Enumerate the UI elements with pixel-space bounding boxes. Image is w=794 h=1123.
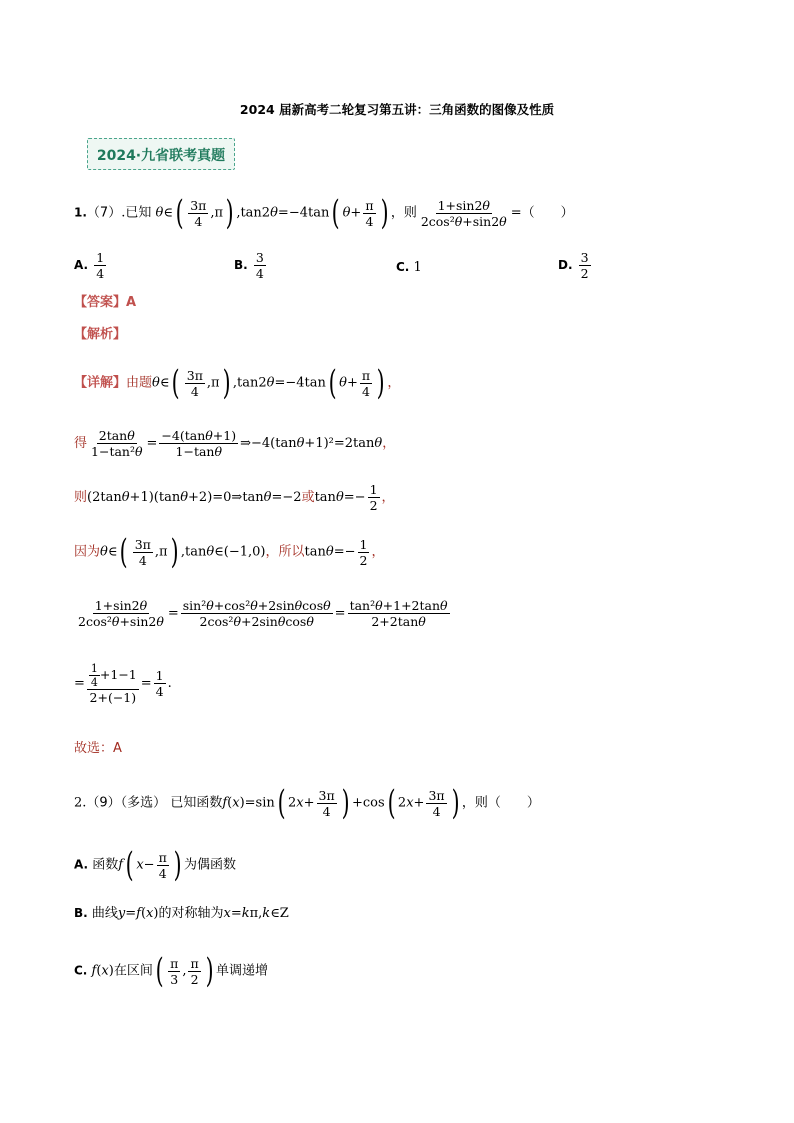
q1-step-ze: 则(2tanθ+1)(tanθ+2)=0⇒tanθ=−2或tanθ=− $\frac{1}{2}$ ， bbox=[74, 482, 395, 513]
q1-tag: （7） bbox=[86, 205, 122, 221]
q1-step-de: 得 $\frac{2\tan\theta}{\text{1−tan²θ}}$ = $\frac{-4(\tan\theta+1)}{1-\tan\theta}$ ⇒−4(tanθ+1)²=2tanθ， bbox=[74, 428, 396, 459]
q1-target-frac: $\frac{1+\sin 2\theta}{\text{2cos²θ+sin2θ}}$ bbox=[420, 197, 507, 229]
q1-option-b: B. $\frac{3}{4}$ bbox=[234, 250, 264, 281]
q1-number: 1. bbox=[74, 205, 87, 220]
q2-option-c: C. f(x)在区间( $\frac{\pi}{3}$ , $\frac{\pi}{2}$ ) 单调递增 bbox=[74, 951, 268, 991]
q1-step-fraction: $\frac{1+\sin 2\theta}{\text{2cos²θ+sin2θ}}$ = $\frac{\text{sin²θ+cos²θ+2sinθcosθ}}{\text{2cos²θ+2sinθcosθ}}$ = $\frac{\text{tan²θ+1+2tanθ}}{2+2\tan\theta}$ bbox=[78, 598, 448, 629]
document-title: 2024 届新高考二轮复习第五讲：三角函数的图像及性质 bbox=[239, 102, 555, 117]
section-badge bbox=[87, 138, 235, 170]
q1-analysis-label: 【解析】 bbox=[74, 327, 127, 342]
q1-detail: 【详解】由题θ∈( $\frac{3\pi}{4}$ ,π) ,tan2θ=−4tan( θ+ $\frac{\pi}{4}$ ) ， bbox=[74, 363, 401, 403]
q1-final: 故选：A bbox=[74, 741, 122, 756]
q1-option-a: A. $\frac{1}{4}$ bbox=[74, 250, 105, 281]
q1-step-yinwei: 因为θ∈( $\frac{3\pi}{4}$ ,π) ,tanθ∈(−1,0)，所以tanθ=− $\frac{1}{2}$ ， bbox=[74, 532, 385, 572]
q1-answer: 【答案】A bbox=[74, 295, 137, 310]
q2-option-b: B. 曲线y=f(x)的对称轴为x=kπ,k∈Z bbox=[74, 906, 289, 921]
q1-frac-3pi4: $\frac{3\pi}{4}$ bbox=[190, 197, 207, 229]
q1-step-result: = $\frac{1}{4}$ +1−1 2+(−1) = $\frac{1}{4}$ . bbox=[74, 662, 172, 705]
q1-tail: ，则 bbox=[390, 205, 417, 221]
q1-blank: =（ ） bbox=[510, 205, 574, 221]
q1-stem-prefix: .已知 bbox=[121, 205, 152, 221]
q1-option-d: D. $\frac{3}{2}$ bbox=[558, 250, 589, 281]
section-badge-label: 2024·九省联考真题 bbox=[96, 148, 226, 164]
q2-stem: 2.（9）（多选） 已知函数f(x)=sin( 2x+ $\frac{3\pi}{4}$ ) +cos( 2x+ $\frac{3\pi}{4}$ ) ，则（ ） bbox=[74, 783, 540, 823]
q1-stem: 1.（7）.已知 θ∈( $\frac{3\pi}{4}$ ,π) ,tan2θ=−4tan( θ+ $\frac{\pi}{4}$ ) ，则 $\frac{1+\sin 2\theta}{\text{2cos²θ+sin2θ}}$ =（ ） bbox=[74, 193, 574, 233]
q1-option-c: C. 1 bbox=[396, 260, 422, 275]
q2-option-a: A. 函数f( x− $\frac{\pi}{4}$ ) 为偶函数 bbox=[74, 845, 237, 885]
